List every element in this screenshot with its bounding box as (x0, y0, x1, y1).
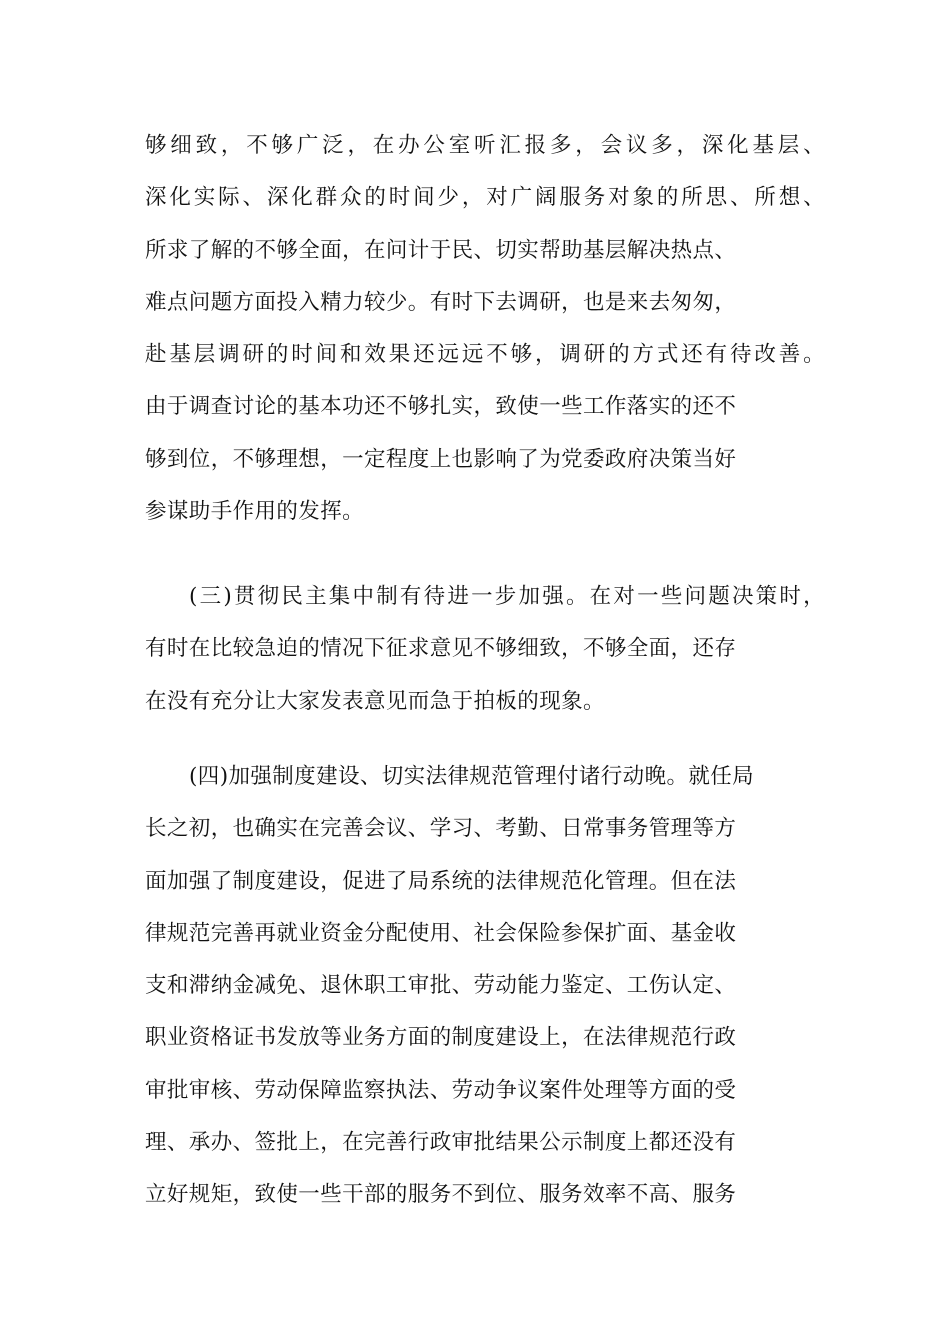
text-line: 在没有充分让大家发表意见而急于拍板的现象。 (145, 688, 605, 714)
text-line: 立好规矩，致使一些干部的服务不到位、服务效率不高、服务 (145, 1182, 737, 1208)
text-line: 由于调查讨论的基本功还不够扎实，致使一些工作落实的还不 (145, 394, 737, 420)
text-line: 面加强了制度建设，促进了局系统的法律规范化管理。但在法 (145, 868, 737, 894)
text-line: (三)贯彻民主集中制有待进一步加强。在对一些问题决策时， (189, 584, 825, 609)
text-line: 够到位，不够理想，一定程度上也影响了为党委政府决策当好 (145, 446, 737, 472)
text-line: 深化实际、深化群众的时间少，对广阔服务对象的所思、所想、 (145, 185, 825, 211)
text-line: 理、承办、签批上，在完善行政审批结果公示制度上都还没有 (145, 1130, 737, 1156)
text-line: 有时在比较急迫的情况下征求意见不够细致，不够全面，还存 (145, 636, 737, 662)
paragraph-1 (145, 120, 825, 538)
paragraph-2 (145, 571, 825, 728)
text-line: 赴基层调研的时间和效果还远远不够，调研的方式还有待改善。 (145, 342, 825, 368)
text-line: 职业资格证书发放等业务方面的制度建设上，在法律规范行政 (145, 1025, 737, 1051)
text-line: 所求了解的不够全面，在问计于民、切实帮助基层解决热点、 (145, 237, 737, 263)
text-line: 够细致，不够广泛，在办公室听汇报多，会议多，深化基层、 (145, 133, 825, 158)
text-line: 长之初，也确实在完善会议、学习、考勤、日常事务管理等方 (145, 816, 737, 842)
text-line: 律规范完善再就业资金分配使用、社会保险参保扩面、基金收 (145, 920, 737, 946)
text-line: (四)加强制度建设、切实法律规范管理付诸行动晚。就任局 (189, 764, 755, 789)
text-line: 参谋助手作用的发挥。 (145, 499, 365, 525)
paragraph-3 (145, 751, 825, 1222)
text-line: 难点问题方面投入精力较少。有时下去调研，也是来去匆匆， (145, 289, 737, 315)
text-line: 审批审核、劳动保障监察执法、劳动争议案件处理等方面的受 (145, 1077, 737, 1103)
text-line: 支和滞纳金减免、退休职工审批、劳动能力鉴定、工伤认定、 (145, 973, 737, 999)
